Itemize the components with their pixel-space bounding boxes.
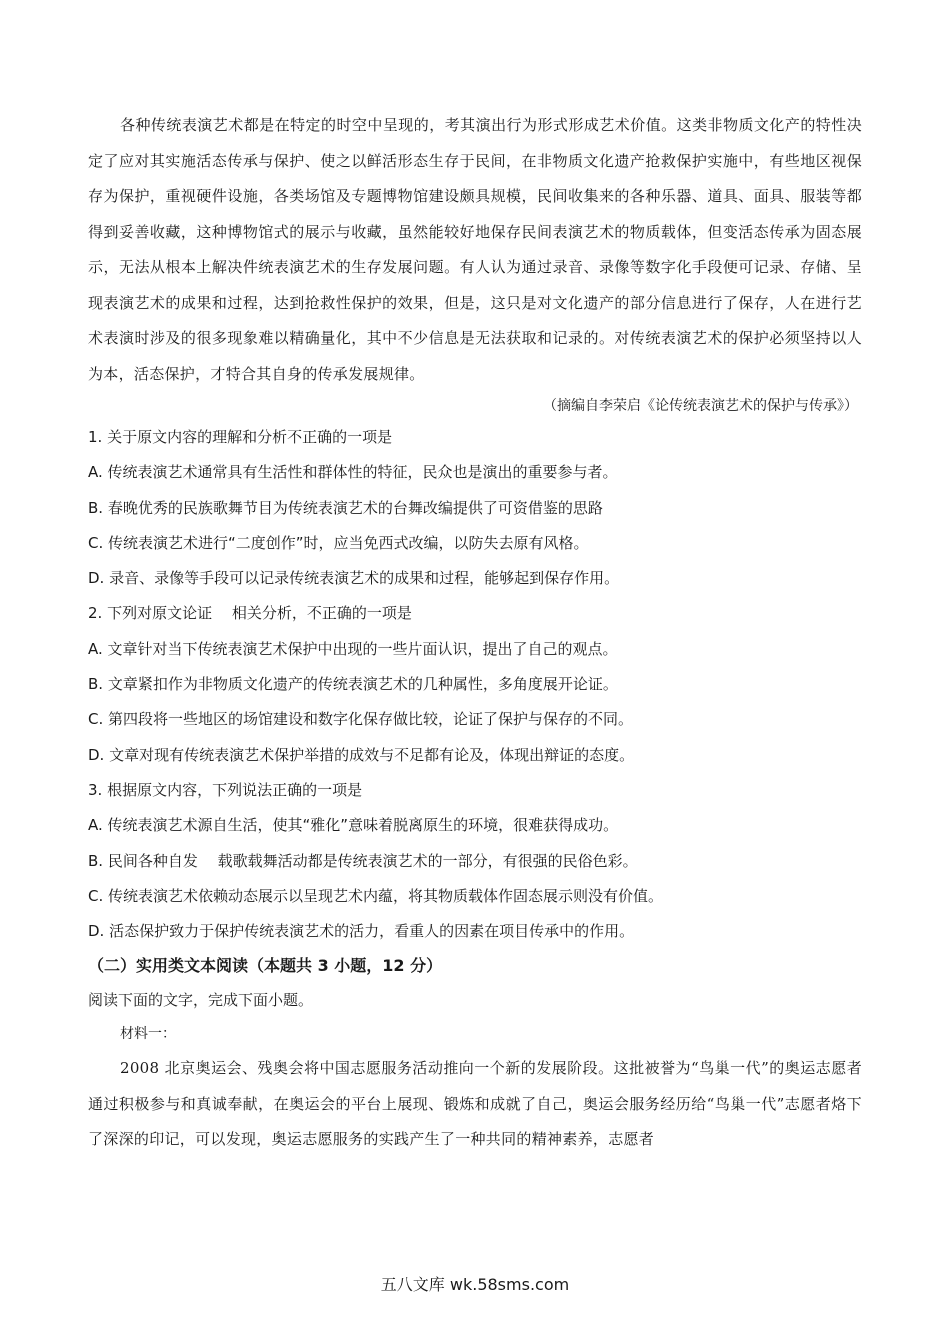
option-d: D. 录音、录像等手段可以记录传统表演艺术的成果和过程，能够起到保存作用。	[88, 569, 620, 588]
question-stem: 1. 关于原文内容的理解和分析不正确的一项是	[88, 428, 393, 446]
option-b: B. 春晚优秀的民族歌舞节目为传统表演艺术的台舞改编提供了可资借鉴的思路	[88, 498, 603, 517]
option-a: A. 传统表演艺术源自生活，使其“雅化”意味着脱离原生的环境，很难获得成功。	[88, 816, 619, 835]
footer-watermark: 五八文库 wk.58sms.com	[380, 1275, 570, 1294]
question-1	[88, 420, 862, 596]
option-a: A. 文章针对当下传统表演艺术保护中出现的一些片面认识，提出了自己的观点。	[88, 639, 618, 658]
question-stem: 3. 根据原文内容，下列说法正确的一项是	[88, 780, 363, 799]
material-paragraph: 2008 北京奥运会、残奥会将中国志愿服务活动推向一个新的发展阶段。这批被誉为“鸟巢一代”的奥运志愿者通过积极参与和真诚奉献，在奥运会的平台上展现、锻炼和成就了自己，奥运会服务经历给“鸟巢一代”志愿者烙下了深深的印记，可以发现，奥运志愿服务的实践产生了一种共同的精神素养，志愿者	[88, 1059, 862, 1149]
option-c: C. 传统表演艺术进行“二度创作”时，应当免西式改编，以防失去原有风格。	[88, 533, 589, 552]
question-3	[88, 773, 862, 949]
option-b: B. 民间各种自发 载歌载舞活动都是传统表演艺术的一部分，有很强的民俗色彩。	[88, 851, 638, 870]
question-stem: 2. 下列对原文论证 相关分析，不正确的一项是	[88, 604, 412, 623]
material-label: 材料一：	[120, 1026, 176, 1043]
section-instruction: 阅读下面的文字，完成下面小题。	[88, 991, 314, 1010]
document-page	[88, 108, 862, 1158]
passage-paragraph: 各种传统表演艺术都是在特定的时空中呈现的，考其演出行为形式形成艺术价值。这类非物质文化产的特性决定了应对其实施活态传承与保护、使之以鲜活形态生存于民间，在非物质文化遗产抢救保护实施中，有些地区视保存为保护，重视硬件设施，各类场馆及专题博物馆建设颇具规模，民间收集来的各种乐器、道具、面具、服装等都得到妥善收藏，这种博物馆式的展示与收藏，虽然能较好地保存民间表演艺术的物质载体，但变活态传承为固态展示，无法从根本上解决件统表演艺术的生存发展问题。有人认为通过录音、录像等数字化手段便可记录、存储、呈现表演艺术的成果和过程，达到抢救性保护的效果，但是，这只是对文化遗产的部分信息进行了保存，人在进行艺术表演时涉及的很多现象难以精确量化，其中不少信息是无法获取和记录的。对传统表演艺术的保护必须坚持以人为本，活态保护，才特合其自身的传承发展规律。	[88, 116, 862, 383]
option-a: A. 传统表演艺术通常具有生活性和群体性的特征，民众也是演出的重要参与者。	[88, 463, 618, 482]
option-c: C. 传统表演艺术依赖动态展示以呈现艺术内蕴，将其物质载体作固态展示则没有价值。	[88, 886, 664, 905]
section-heading: （二）实用类文本阅读（本题共 3 小题，12 分）	[88, 956, 443, 976]
option-c: C. 第四段将一些地区的场馆建设和数字化保存做比较，论证了保护与保存的不同。	[88, 710, 634, 729]
option-d: D. 活态保护致力于保护传统表演艺术的活力，看重人的因素在项目传承中的作用。	[88, 922, 635, 941]
option-b: B. 文章紧扣作为非物质文化遗产的传统表演艺术的几种属性，多角度展开论证。	[88, 675, 618, 694]
option-d: D. 文章对现有传统表演艺术保护举措的成效与不足都有论及，体现出辩证的态度。	[88, 745, 635, 764]
question-2	[88, 596, 862, 772]
passage-source: （摘编自李荣启《论传统表演艺术的保护与传承》）	[543, 398, 858, 414]
